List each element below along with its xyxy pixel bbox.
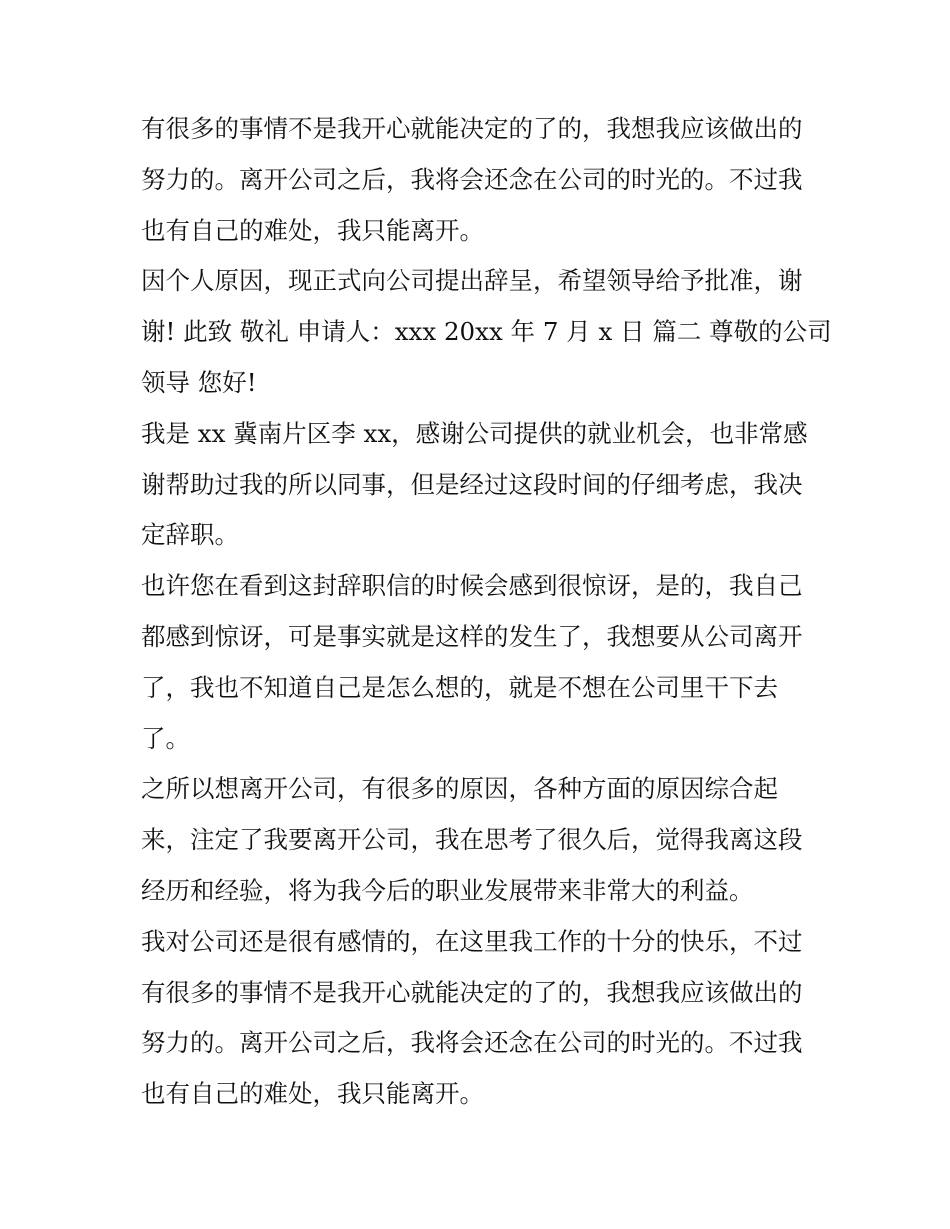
paragraph-2 (141, 256, 832, 408)
text-line: 努力的。离开公司之后，我将会还念在公司的时光的。不过我 (141, 164, 803, 194)
paragraph-5 (141, 764, 821, 916)
text-line: 谢帮助过我的所以同事，但是经过这段时间的仔细考虑，我决 (141, 469, 803, 499)
text-line: 经历和经验，将为我今后的职业发展带来非常大的利益。 (141, 875, 754, 905)
document-body (141, 104, 832, 1120)
text-line: 因个人原因，现正式向公司提出辞呈，希望领导给予批准，谢 (141, 266, 803, 296)
text-line: 我对公司还是很有感情的，在这里我工作的十分的快乐，不过 (141, 926, 803, 956)
text-line: 有很多的事情不是我开心就能决定的了的，我想我应该做出的 (141, 114, 803, 143)
text-line: 之所以想离开公司，有很多的原因，各种方面的原因综合起 (141, 774, 778, 804)
text-line: 定辞职。 (141, 520, 239, 550)
text-line: 都感到惊讶，可是事实就是这样的发生了，我想要从公司离开 (141, 621, 803, 651)
text-line: 我是 xx 冀南片区李 xx，感谢公司提供的就业机会，也非常感 (141, 418, 808, 448)
text-line: 谢! 此致 敬礼 申请人：xxx 20xx 年 7 月 x 日 篇二 尊敬的公司 (141, 317, 832, 347)
text-line: 了，我也不知道自己是怎么想的，就是不想在公司里干下去 (141, 672, 778, 702)
text-line: 也有自己的难处，我只能离开。 (141, 215, 484, 245)
text-line: 有很多的事情不是我开心就能决定的了的，我想我应该做出的 (141, 977, 803, 1007)
text-line: 领导 您好! (141, 367, 257, 397)
paragraph-1 (141, 104, 821, 256)
text-line: 也许您在看到这封辞职信的时候会感到很惊讶，是的，我自己 (141, 571, 803, 601)
paragraph-3 (141, 409, 821, 561)
text-line: 来，注定了我要离开公司，我在思考了很久后，觉得我离这段 (141, 825, 803, 855)
text-line: 了。 (141, 723, 190, 753)
paragraph-4 (141, 561, 821, 764)
text-line: 努力的。离开公司之后，我将会还念在公司的时光的。不过我 (141, 1028, 803, 1058)
text-line: 也有自己的难处，我只能离开。 (141, 1079, 484, 1109)
paragraph-6 (141, 917, 821, 1120)
